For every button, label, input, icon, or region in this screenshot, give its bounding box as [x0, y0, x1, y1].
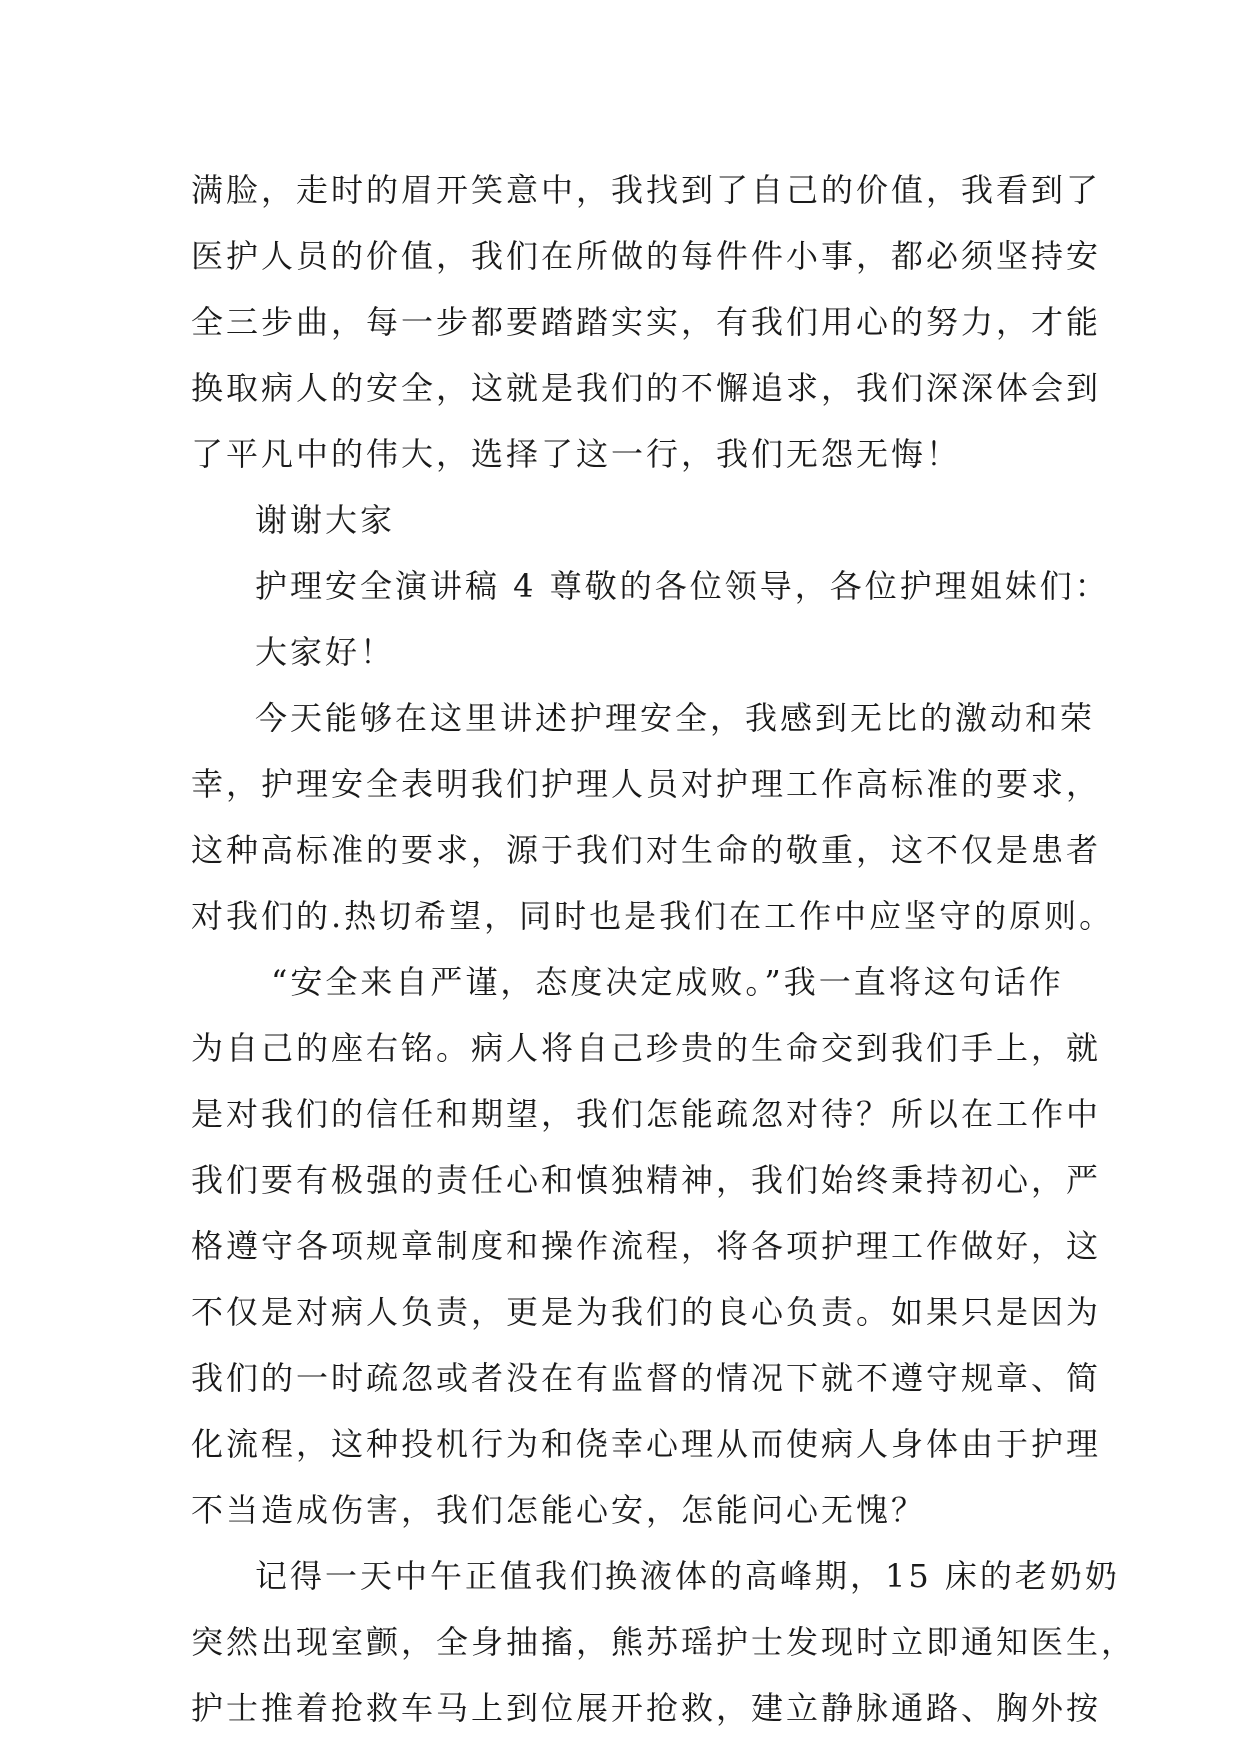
text-line: 化流程，这种投机行为和侥幸心理从而使病人身体由于护理 — [191, 1425, 1102, 1463]
closing-line: 谢谢大家 — [255, 501, 396, 539]
text-line: 突然出现室颤，全身抽搐，熊苏瑶护士发现时立即通知医生， — [191, 1623, 1137, 1661]
text-line: 今天能够在这里讲述护理安全，我感到无比的激动和荣 — [255, 699, 1096, 737]
text-line: “安全来自严谨，态度决定成败。”我一直将这句话作 — [271, 963, 1064, 1001]
text-line: 我们要有极强的责任心和慎独精神，我们始终秉持初心，严 — [191, 1161, 1102, 1199]
text-line: 了平凡中的伟大，选择了这一行，我们无怨无悔！ — [191, 435, 962, 473]
text-line: 医护人员的价值，我们在所做的每件件小事，都必须坚持安 — [191, 237, 1102, 275]
text-line: 这种高标准的要求，源于我们对生命的敬重，这不仅是患者 — [191, 831, 1102, 869]
text-line: 幸，护理安全表明我们护理人员对护理工作高标准的要求， — [191, 765, 1102, 803]
text-line: 护士推着抢救车马上到位展开抢救，建立静脉通路、胸外按 — [191, 1689, 1102, 1727]
text-line: 为自己的座右铭。病人将自己珍贵的生命交到我们手上，就 — [191, 1029, 1102, 1067]
text-line: 不仅是对病人负责，更是为我们的良心负责。如果只是因为 — [191, 1293, 1102, 1331]
speech-heading: 护理安全演讲稿 4 尊敬的各位领导，各位护理姐妹们： — [255, 567, 1110, 605]
text-line: 不当造成伤害，我们怎能心安，怎能问心无愧？ — [191, 1491, 927, 1529]
text-line: 换取病人的安全，这就是我们的不懈追求，我们深深体会到 — [191, 369, 1102, 407]
text-line: 是对我们的信任和期望，我们怎能疏忽对待？所以在工作中 — [191, 1095, 1102, 1133]
text-line: 格遵守各项规章制度和操作流程，将各项护理工作做好，这 — [191, 1227, 1102, 1265]
text-line: 全三步曲，每一步都要踏踏实实，有我们用心的努力，才能 — [191, 303, 1102, 341]
text-line: 对我们的.热切希望，同时也是我们在工作中应坚守的原则。 — [191, 897, 1115, 935]
document-body — [191, 157, 1137, 1741]
text-line: 我们的一时疏忽或者没在有监督的情况下就不遵守规章、简 — [191, 1359, 1102, 1397]
text-line: 满脸，走时的眉开笑意中，我找到了自己的价值，我看到了 — [191, 171, 1102, 209]
text-line: 记得一天中午正值我们换液体的高峰期，15 床的老奶奶 — [255, 1557, 1120, 1595]
greeting-line: 大家好！ — [255, 633, 396, 671]
